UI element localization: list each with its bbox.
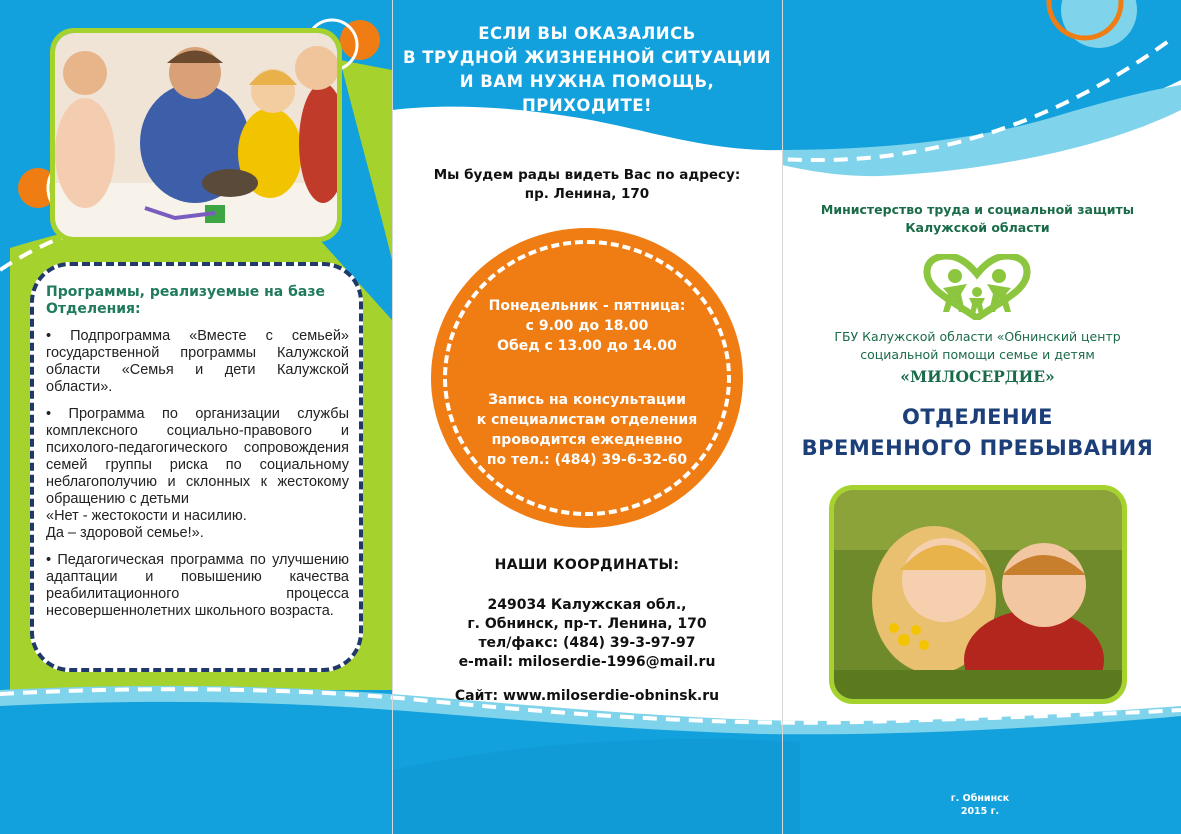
contact-coordinates [392, 596, 782, 672]
footer-place-date [930, 792, 1030, 818]
address-line: пр. Ленина, 170 [524, 186, 650, 202]
call-title-line: В ТРУДНОЙ ЖИЗНЕННОЙ СИТУАЦИИ [402, 48, 772, 67]
organization-title: «МИЛОСЕРДИЕ» [900, 367, 1055, 386]
consultation-line: Запись на консультации [488, 392, 686, 408]
fold-line-left [392, 0, 393, 834]
ministry-line: Калужской области [905, 220, 1050, 235]
address-intro [392, 166, 782, 204]
call-title-line: ПРИХОДИТЕ! [521, 96, 652, 115]
programs-box [30, 262, 363, 672]
program-item-text: • Программа по организации службы комплексного социально-правового и психолого-педагогического сопровождения семей группы риска по социальному неблагополучию и склонных к жестокому обращению с детьми [46, 406, 349, 507]
department-title [790, 402, 1165, 464]
department-title-line: ВРЕМЕННОГО ПРЕБЫВАНИЯ [801, 436, 1154, 460]
ministry-line: Министерство труда и социальной защиты [820, 202, 1135, 217]
hours-line: Обед с 13.00 до 14.00 [497, 338, 677, 354]
family-photo [50, 28, 342, 242]
call-title-line: ЕСЛИ ВЫ ОКАЗАЛИСЬ [478, 24, 696, 43]
email: e-mail: miloserdie-1996@mail.ru [458, 654, 716, 670]
hours-line: Понедельник - пятница: [488, 298, 686, 314]
hours-line: с 9.00 до 18.00 [525, 318, 649, 334]
website: Сайт: www.miloserdie-obninsk.ru [454, 688, 720, 704]
organization-name [790, 328, 1165, 364]
consultation-line: к специалистам отделения [476, 412, 698, 428]
footer-city: г. Обнинск [950, 793, 1010, 804]
street-line: г. Обнинск, пр-т. Ленина, 170 [467, 616, 707, 632]
org-line: социальной помощи семье и детям [860, 347, 1095, 362]
coordinates-heading: НАШИ КООРДИНАТЫ: [494, 557, 680, 573]
phone-fax: тел/факс: (484) 39-3-97-97 [478, 635, 696, 651]
consultation-info [431, 390, 743, 470]
address-intro-line: Мы будем рады видеть Вас по адресу: [433, 167, 741, 183]
program-slogan-line: Да – здоровой семье!». [46, 525, 204, 541]
children-photo [829, 485, 1127, 704]
working-hours [431, 296, 743, 356]
call-to-action-title [392, 22, 782, 118]
consultation-line: проводится ежедневно [491, 432, 683, 448]
postal-line: 249034 Калужская обл., [487, 597, 687, 613]
program-item: • Подпрограмма «Вместе с семьей» государственной программы Калужской области «Семья и дети Калужской области». [46, 328, 349, 395]
footer-year: 2015 г. [960, 806, 1000, 817]
ministry-name [790, 201, 1165, 237]
consultation-phone: по тел.: (484) 39-6-32-60 [486, 452, 688, 468]
schedule-circle [431, 228, 743, 528]
program-slogan-line: «Нет - жестокости и насилию. [46, 508, 247, 524]
department-title-line: ОТДЕЛЕНИЕ [901, 405, 1053, 429]
call-title-line: И ВАМ НУЖНА ПОМОЩЬ, [459, 72, 715, 91]
fold-line-right [782, 0, 783, 834]
org-line: ГБУ Калужской области «Обнинский центр [834, 329, 1121, 344]
program-item: • Педагогическая программа по улучшению адаптации и повышению качества реабилитационного процесса несовершеннолетних школьного возраста. [46, 552, 349, 619]
family-heart-logo-icon [921, 254, 1033, 320]
programs-title: Программы, реализуемые на базе Отделения: [46, 284, 325, 317]
program-item [46, 406, 349, 542]
